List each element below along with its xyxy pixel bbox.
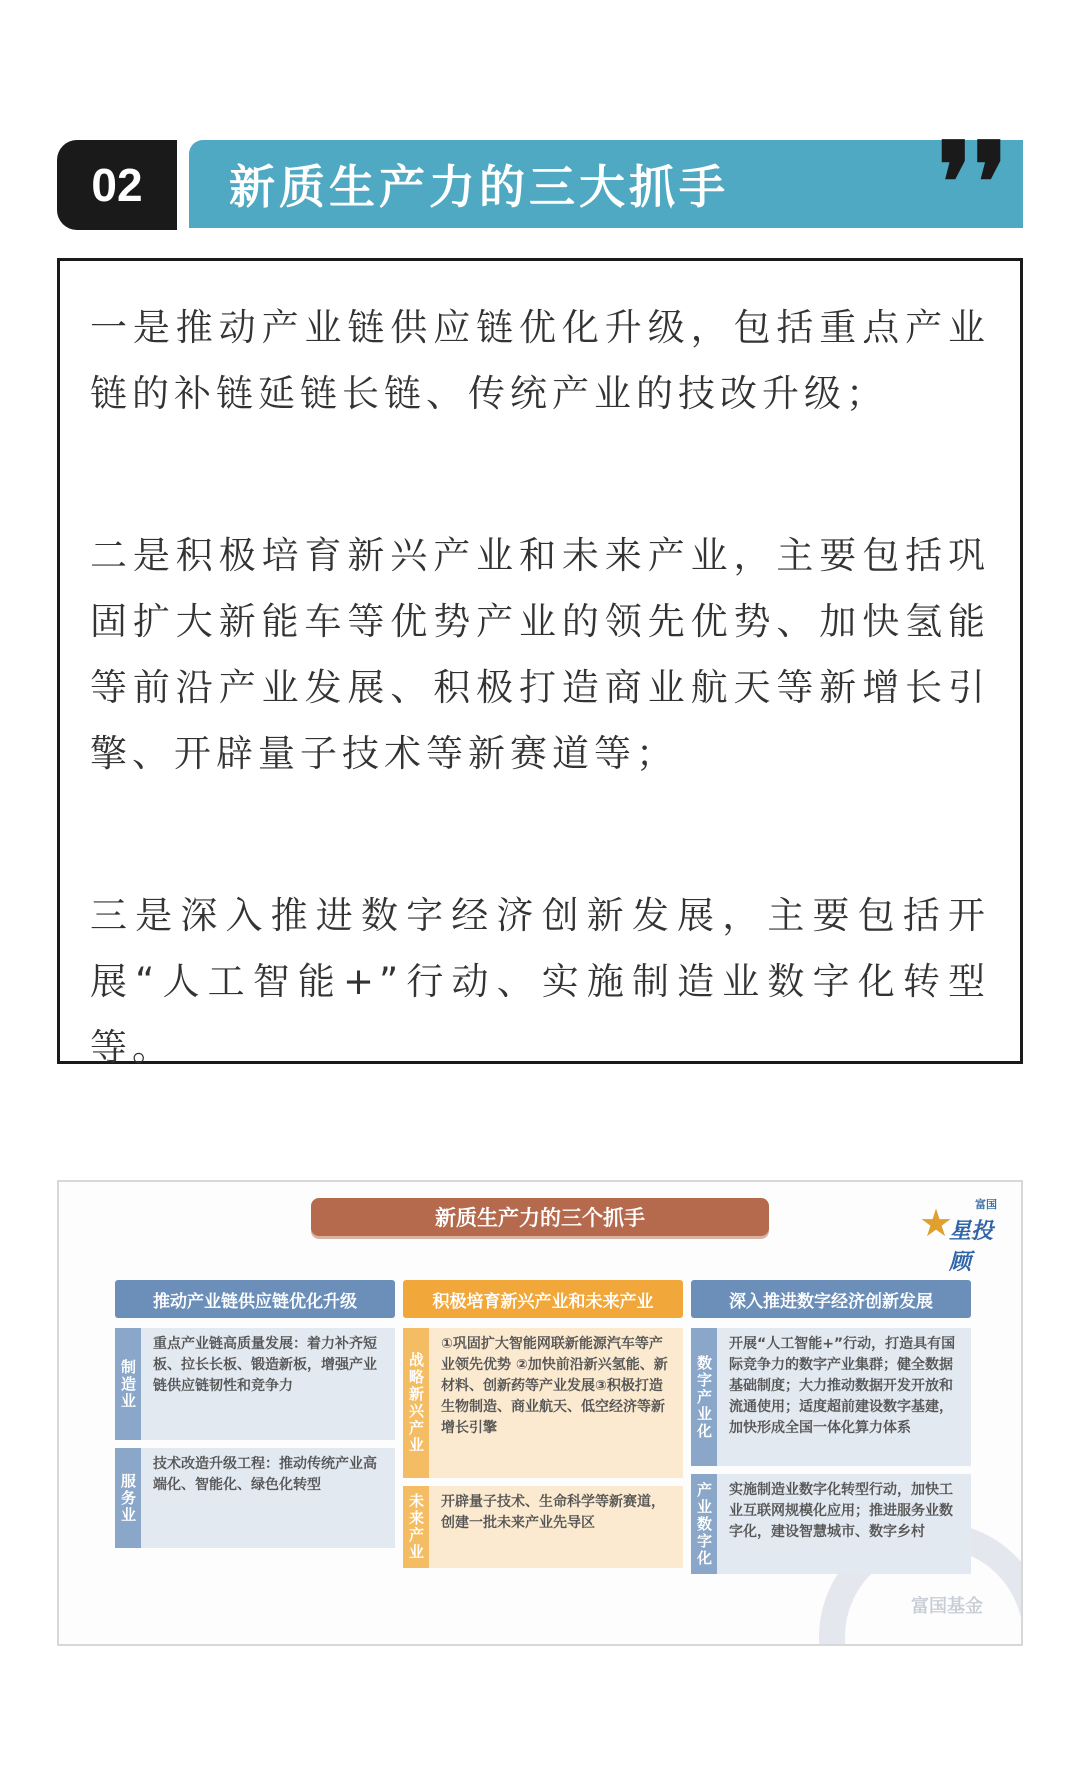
row-text: 开展“人工智能+”行动，打造具有国际竞争力的数字产业集群；健全数据基础制度；大力推动数据开发开放和流通使用；适度超前建设数字基建，加快形成全国一体化算力体系 [729, 1336, 956, 1436]
star-icon: ★ [919, 1201, 954, 1245]
row-text: 开辟量子技术、生命科学等新赛道，创建一批未来产业先导区 [441, 1494, 665, 1531]
infographic [57, 1180, 1023, 1646]
column-row [115, 1328, 395, 1440]
column-emerging-industries [403, 1280, 683, 1561]
brand-main-text: 星投顾 [949, 1219, 994, 1275]
row-tag: 战略新兴产业 [403, 1328, 429, 1478]
paragraph-2: 二是积极培育新兴产业和未来产业，主要包括巩固扩大新能车等优势产业的领先优势、加快氢能等前沿产业发展、积极打造商业航天等新增长引擎、开辟量子技术等新赛道等； [90, 534, 990, 775]
column-row [691, 1474, 971, 1574]
row-tag: 产业数字化 [691, 1474, 717, 1574]
section-header [57, 118, 1023, 247]
row-tag: 未来产业 [403, 1486, 429, 1568]
brand-small-text: 富国 [975, 1198, 997, 1211]
column-supply-chain [115, 1280, 395, 1524]
watermark-text: 富国基金 [911, 1596, 983, 1617]
section-title: 新质生产力的三大抓手 [189, 140, 1023, 228]
column-row [115, 1448, 395, 1548]
text-box [57, 258, 1023, 1069]
column-digital-economy [691, 1280, 971, 1567]
row-tag: 服务业 [115, 1448, 141, 1548]
column-heading: 深入推进数字经济创新发展 [691, 1280, 971, 1318]
quote-mark-icon: ❜❜ [937, 118, 1008, 247]
row-tag: 制造业 [115, 1328, 141, 1440]
row-text: ①巩固扩大智能网联新能源汽车等产业领先优势 ②加快前沿新兴氢能、新材料、创新药等产业发展③积极打造生物制造、商业航天、低空经济等新增长引擎 [441, 1336, 668, 1436]
column-row [691, 1328, 971, 1466]
infographic-title: 新质生产力的三个抓手 [311, 1198, 769, 1236]
paragraph-1: 一是推动产业链供应链优化升级，包括重点产业链的补链延链长链、传统产业的技改升级； [90, 306, 990, 415]
row-text: 重点产业链高质量发展：着力补齐短板、拉长长板、锻造新板，增强产业链供应链韧性和竞争力 [153, 1336, 377, 1394]
row-text: 实施制造业数字化转型行动，加快工业互联网规模化应用；推进服务业数字化，建设智慧城市、数字乡村 [729, 1482, 953, 1540]
column-heading: 推动产业链供应链优化升级 [115, 1280, 395, 1318]
row-text: 技术改造升级工程：推动传统产业高端化、智能化、绿色化转型 [153, 1456, 377, 1493]
brand-logo [919, 1194, 1009, 1275]
column-row [403, 1486, 683, 1568]
column-row [403, 1328, 683, 1478]
column-heading: 积极培育新兴产业和未来产业 [403, 1280, 683, 1318]
row-tag: 数字产业化 [691, 1328, 717, 1466]
paragraph-3: 三是深入推进数字经济创新发展，主要包括开展“人工智能+”行动、实施制造业数字化转型等。 [90, 894, 990, 1069]
section-number: 02 [57, 140, 177, 230]
